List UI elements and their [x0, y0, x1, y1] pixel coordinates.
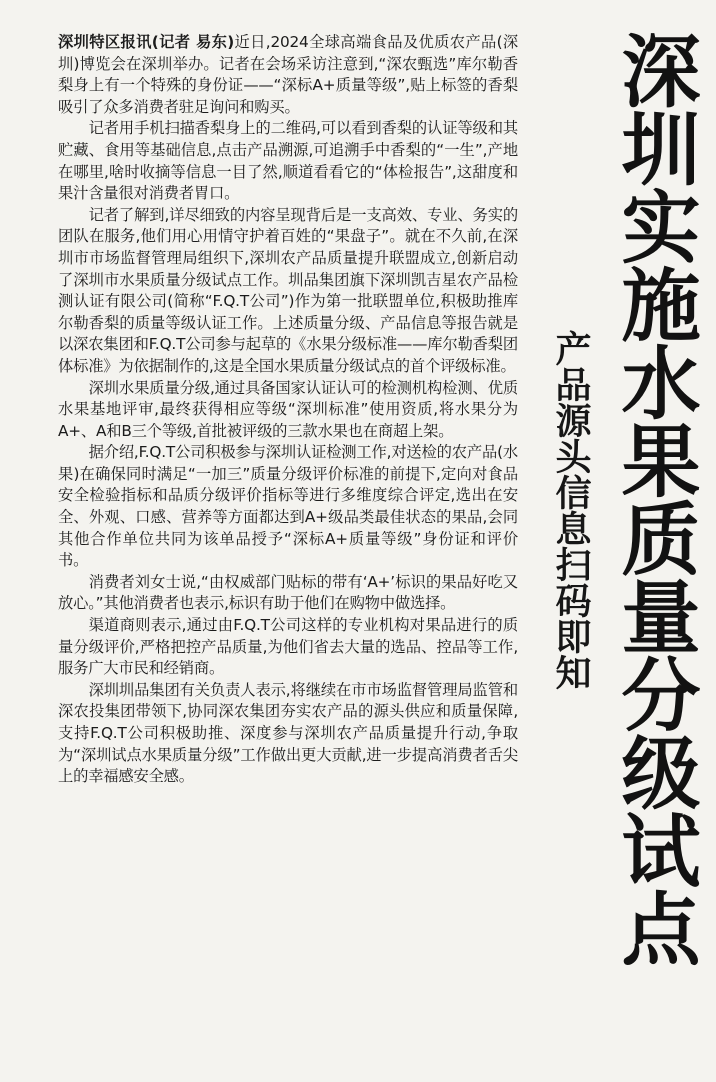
article-paragraph: 记者用手机扫描香梨身上的二维码,可以看到香梨的认证等级和其贮藏、食用等基础信息,点击产品溯源,可追溯手中香梨的“一生”,产地在哪里,啥时收摘等信息一目了然,顺道看看它的“体检报告”,这甜度和果汁含量很对消费者胃口。: [58, 119, 518, 203]
paragraph-text: 近日,2024全球高端食品及优质农产品(深圳)博览会在深圳举办。记者在会场采访注意到,“深农甄选”库尔勒香梨身上有一个特殊的身份证——“深标A+质量等级”,贴上标签的香梨吸引了众多消费者驻足询问和购买。: [58, 33, 518, 116]
article-paragraph: 消费者刘女士说,“由权威部门贴标的带有‘A+’标识的果品好吃又放心。”其他消费者也表示,标识有助于他们在购物中做选择。: [58, 572, 518, 613]
article-body: [58, 32, 518, 1052]
article-paragraph: 深圳水果质量分级,通过具备国家认证认可的检测机构检测、优质水果基地评审,最终获得相应等级“深圳标准”使用资质,将水果分为A+、A和B三个等级,首批被评级的三款水果也在商超上架。: [58, 378, 518, 440]
article-paragraph: 深圳圳品集团有关负责人表示,将继续在市市场监督管理局监管和深农投集团带领下,协同深农集团夯实农产品的源头供应和质量保障,支持F.Q.T公司积极助推、深度参与深圳农产品质量提升行动,争取为“深圳试点水果质量分级”工作做出更大贡献,进一步提高消费者舌尖上的幸福感安全感。: [58, 680, 518, 786]
article-paragraph: [58, 32, 518, 118]
article-paragraph: 渠道商则表示,通过由F.Q.T公司这样的专业机构对果品进行的质量分级评价,严格把控产品质量,为他们省去大量的选品、控品等工作,服务广大市民和经销商。: [58, 616, 518, 678]
subheadline: 产品源头信息扫码即知: [550, 330, 591, 690]
byline: 深圳特区报讯(记者 易东): [58, 33, 235, 51]
article-paragraph: 记者了解到,详尽细致的内容呈现背后是一支高效、专业、务实的团队在服务,他们用心用情守护着百姓的“果盘子”。就在不久前,在深圳市市场监督管理局组织下,深圳农产品质量提升联盟成立,创新启动了深圳市水果质量分级试点工作。圳品集团旗下深圳凯吉星农产品检测认证有限公司(简称“F.Q.T公司”)作为第一批联盟单位,积极助推库尔勒香梨的质量等级认证工作。上述质量分级、产品信息等报告就是以深农集团和F.Q.T公司参与起草的《水果分级标准——库尔勒香梨团体标准》为依据制作的,这是全国水果质量分级试点的首个评级标准。: [58, 205, 518, 375]
headline: 深圳实施水果质量分级试点: [608, 30, 700, 966]
article-paragraph: 据介绍,F.Q.T公司积极参与深圳认证检测工作,对送检的农产品(水果)在确保同时满足“一加三”质量分级评价标准的前提下,定向对食品安全检验指标和品质分级评价指标等进行多维度综合评定,选出在安全、外观、口感、营养等方面都达到A+级品类最佳状态的果品,会同其他合作单位共同为该单品授予“深标A+质量等级”身份证和评价书。: [58, 443, 518, 570]
